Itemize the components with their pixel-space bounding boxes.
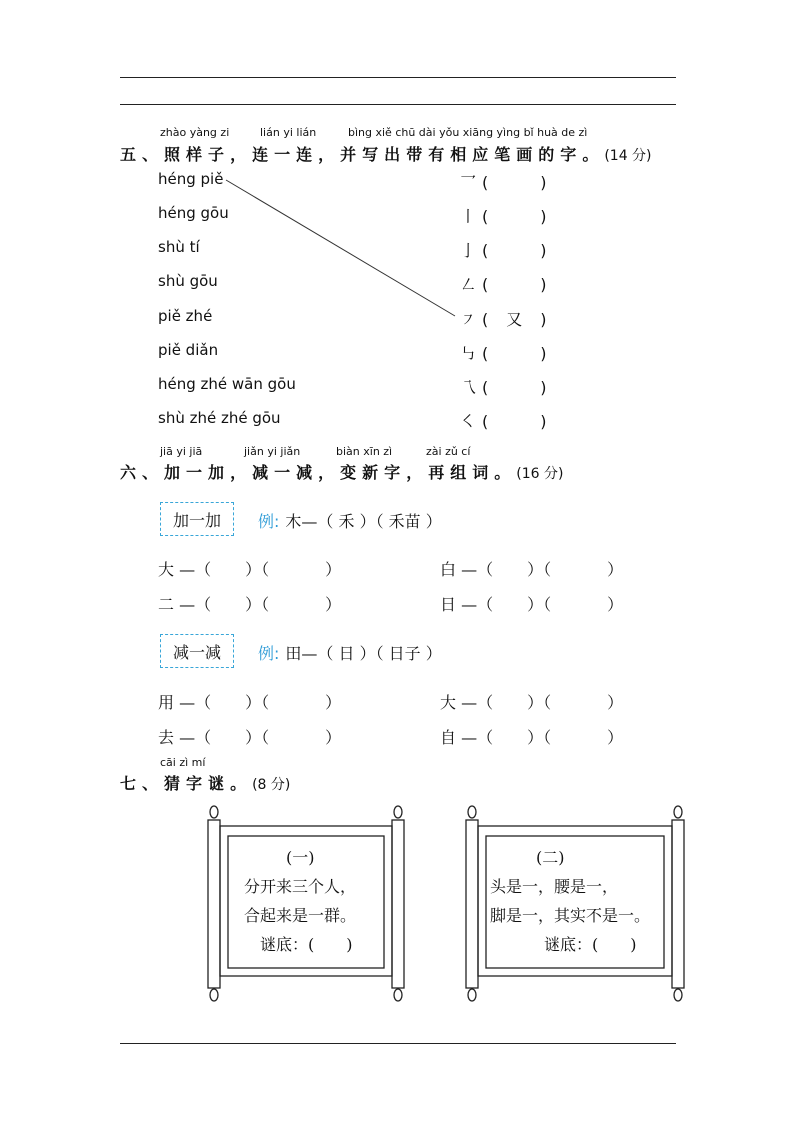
add-tag: 加一加 — [160, 502, 234, 536]
section5-char: 字 — [560, 145, 583, 164]
riddle-2-line-2: 脚是一，其实不是一。 — [490, 906, 651, 925]
section5-char: 连 — [296, 145, 319, 164]
section5-char: 有 — [428, 145, 451, 164]
riddle-2-line-1: 头是一，腰是一， — [490, 877, 619, 896]
section6-char: 减 — [296, 463, 319, 482]
section7-char: 。 — [230, 774, 253, 793]
example-text: 田—（ 日 ）（ 日子 ） — [285, 644, 442, 663]
section5-pinyin-3: bìng xiě chū dài yǒu xiāng yìng bǐ huà de zì — [348, 126, 588, 139]
section5-char: 画 — [516, 145, 539, 164]
section6-char: 变 — [340, 463, 363, 482]
writing-line-bottom — [120, 1043, 676, 1044]
row-prefix: 二 —（ — [158, 595, 212, 614]
section6-char: ， — [318, 463, 341, 482]
riddle-1-title: (一) — [286, 848, 315, 867]
stroke-glyph-row-1: 乛 ( ) — [460, 173, 547, 192]
stroke-name-4: shù gōu — [158, 272, 218, 290]
paren-mid: ）（ — [527, 693, 552, 712]
paren-close: ） — [607, 595, 624, 614]
subtract-tag: 减一减 — [160, 634, 234, 668]
stroke-name-6: piě diǎn — [158, 341, 219, 359]
section6-char: 再 — [428, 463, 451, 482]
stroke-glyph-row-5: ㇇ ( 又 ) — [460, 307, 547, 330]
section6-char: 。 — [494, 463, 517, 482]
paren-close: ） — [607, 728, 624, 747]
section6-char: 加 — [208, 463, 231, 482]
stroke-glyph: 乁 — [460, 378, 477, 397]
section7-char: 猜 — [164, 774, 187, 793]
paren-mid: ）（ — [527, 728, 552, 747]
section5-char: 样 — [186, 145, 209, 164]
stroke-glyph: ㇛ — [460, 412, 477, 431]
section5-char: 并 — [340, 145, 363, 164]
section6-char: 组 — [450, 463, 473, 482]
example-label: 例: — [258, 644, 280, 663]
section7-number: 七、 — [120, 774, 165, 793]
section5-char: 相 — [450, 145, 473, 164]
stroke-glyph-row-7: 乁 ( ) — [460, 378, 547, 397]
answer-blank[interactable]: 又 — [506, 310, 523, 329]
stroke-name-7: héng zhé wān gōu — [158, 375, 296, 393]
section6-pinyin-2: jiǎn yi jiǎn — [244, 445, 301, 458]
riddle-2-title: (二) — [536, 848, 565, 867]
paren-mid: ）（ — [245, 595, 270, 614]
stroke-glyph: ㇇ — [460, 310, 477, 329]
section5-char: 一 — [274, 145, 297, 164]
stroke-glyph: 亅 — [460, 241, 477, 260]
section5-char: ， — [318, 145, 341, 164]
paren-close: ） — [325, 560, 342, 579]
stroke-name-1: héng piě — [158, 170, 224, 188]
paren-close: ） — [325, 728, 342, 747]
section6-char: 减 — [252, 463, 275, 482]
section5-char: 笔 — [494, 145, 517, 164]
riddle-2-answer[interactable]: 谜底：( ) — [544, 935, 637, 954]
stroke-glyph: 乛 — [460, 173, 477, 192]
section6-char: ， — [230, 463, 253, 482]
paren-mid: ）（ — [245, 728, 270, 747]
section6-char: 加 — [164, 463, 187, 482]
section6-points: (16 分) — [516, 466, 564, 482]
row-prefix: 去 —（ — [158, 728, 212, 747]
section5-char: 照 — [164, 145, 187, 164]
example-text: 木—（ 禾 ）（ 禾苗 ） — [285, 512, 442, 531]
section6-char: 一 — [186, 463, 209, 482]
row-prefix: 用 —（ — [158, 693, 212, 712]
stroke-name-3: shù tí — [158, 238, 200, 256]
section5-char: 。 — [582, 145, 605, 164]
section5-char: 出 — [384, 145, 407, 164]
section6-char: 字 — [384, 463, 407, 482]
section6-char: 一 — [274, 463, 297, 482]
section6-pinyin-4: zài zǔ cí — [426, 445, 471, 458]
section6-char: 词 — [472, 463, 495, 482]
section5-char: ， — [230, 145, 253, 164]
section5-char: 的 — [538, 145, 561, 164]
row-prefix: 大 —（ — [440, 693, 494, 712]
stroke-glyph-row-2: ㇑ ( ) — [460, 207, 547, 226]
paren-close: ） — [325, 693, 342, 712]
paren-mid: ）（ — [245, 560, 270, 579]
stroke-glyph-row-8: ㇛ ( ) — [460, 412, 547, 431]
stroke-glyph: ㇑ — [460, 207, 477, 226]
section5-char: 带 — [406, 145, 429, 164]
stroke-glyph-row-6: ㇉ ( ) — [460, 344, 547, 363]
section5-char: 写 — [362, 145, 385, 164]
section6-char: ， — [406, 463, 429, 482]
section6-pinyin-1: jiā yi jiā — [160, 445, 203, 458]
riddle-1-line-2: 合起来是一群。 — [244, 906, 357, 925]
stroke-glyph: ㇜ — [460, 275, 477, 294]
section5-pinyin-1: zhào yàng zi — [160, 126, 230, 139]
stroke-name-8: shù zhé zhé gōu — [158, 409, 281, 427]
section7-char: 字 — [186, 774, 209, 793]
row-prefix: 白 —（ — [440, 560, 494, 579]
section6-number: 六、 — [120, 463, 165, 482]
paren-mid: ）（ — [527, 595, 552, 614]
row-prefix: 大 —（ — [158, 560, 212, 579]
paren-mid: ）（ — [245, 693, 270, 712]
stroke-name-5: piě zhé — [158, 307, 213, 325]
section5-pinyin-2: lián yi lián — [260, 126, 317, 139]
riddle-1-line-1: 分开来三个人， — [244, 877, 357, 896]
stroke-glyph-row-3: 亅 ( ) — [460, 241, 547, 260]
section5-char: 应 — [472, 145, 495, 164]
stroke-glyph: ㇉ — [460, 344, 477, 363]
row-prefix: 自 —（ — [440, 728, 494, 747]
paren-mid: ）（ — [527, 560, 552, 579]
paren-close: ） — [607, 560, 624, 579]
section5-points: (14 分) — [604, 148, 652, 164]
row-prefix: 日 —（ — [440, 595, 494, 614]
stroke-name-2: héng gōu — [158, 204, 229, 222]
paren-close: ） — [325, 595, 342, 614]
stroke-glyph-row-4: ㇜ ( ) — [460, 275, 547, 294]
paren-close: ） — [607, 693, 624, 712]
example-label: 例: — [258, 512, 280, 531]
riddle-1-answer[interactable]: 谜底：( ) — [260, 935, 353, 954]
section5-char: 连 — [252, 145, 275, 164]
section5-char: 子 — [208, 145, 231, 164]
section6-char: 新 — [362, 463, 385, 482]
section7-char: 谜 — [208, 774, 231, 793]
section6-pinyin-3: biàn xīn zì — [336, 445, 393, 458]
section7-points: (8 分) — [252, 777, 291, 793]
section7-pinyin: cāi zì mí — [160, 756, 206, 769]
section5-number: 五、 — [120, 145, 165, 164]
